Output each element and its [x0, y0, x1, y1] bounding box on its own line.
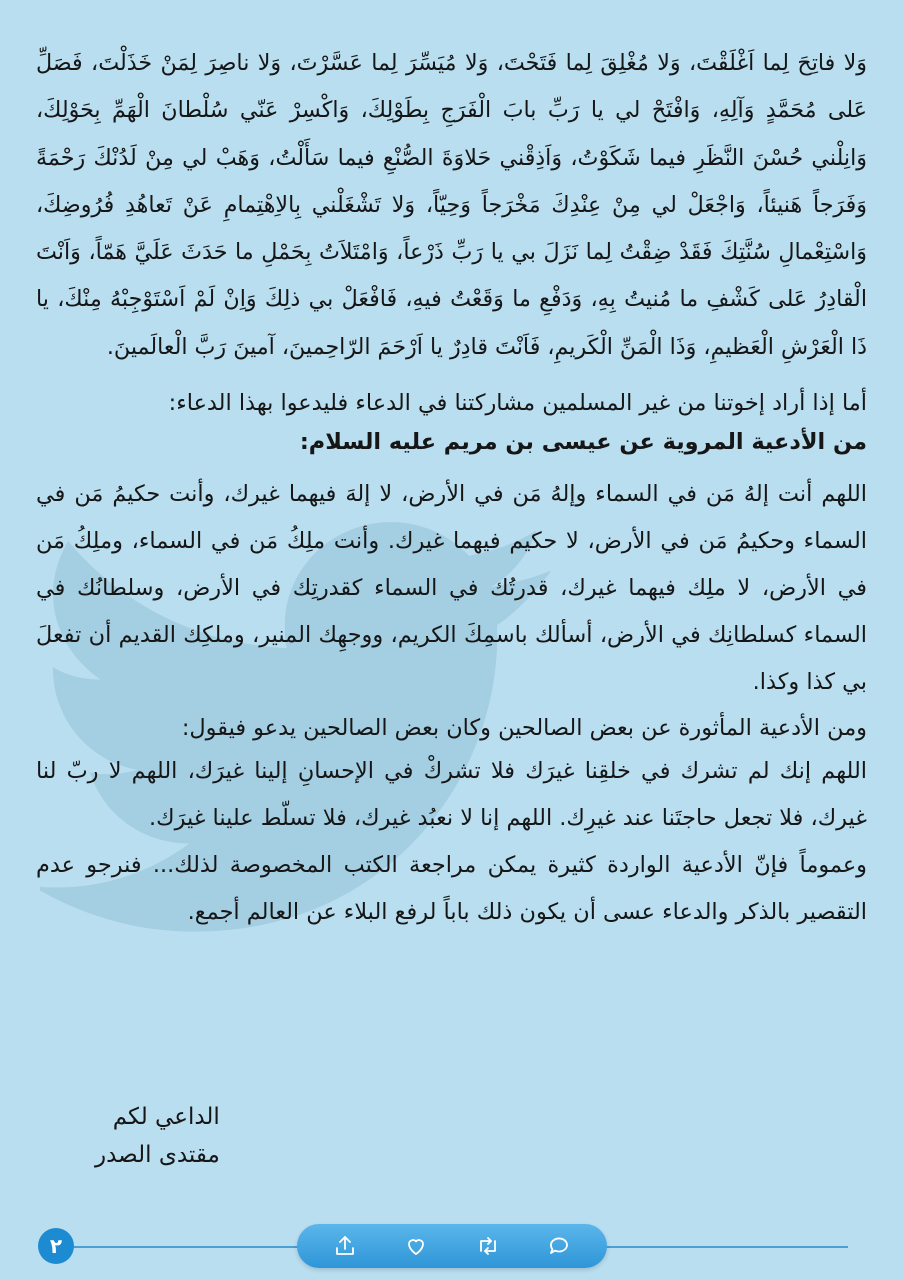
retweet-icon[interactable] [475, 1233, 501, 1259]
page-number-badge: ٢ [38, 1228, 74, 1264]
prayer-paragraph: وَلا فاتِحَ لِما اَغْلَقْتَ، وَلا مُغْلِقَ لِما فَتَحْتَ، وَلا مُيَسِّرَ لِما عَسَّرْتَ، وَلا ناصِرَ لِمَنْ خَذَلْتَ، فَصَلِّ عَلى مُحَمَّدٍ وَآلِهِ، وَافْتَحْ لي يا رَبِّ بابَ الْفَرَجِ بِطَوْلِكَ، وَاكْسِرْ عَنّي سُلْطانَ الْهَمِّ بِحَوْلِكَ، وَانِلْني حُسْنَ النَّظَرِ فيما شَكَوْتُ، وَاَذِقْني حَلاوَةَ الصُّنْعِ فيما سَأَلْتُ، وَهَبْ لي مِنْ لَدُنْكَ رَحْمَةً وَفَرَجاً هَنيئاً، وَاجْعَلْ لي مِنْ عِنْدِكَ مَخْرَجاً وَحِيّاً، وَلا تَشْغَلْني بِالاِهْتِمامِ عَنْ تَعاهُدِ فُرُوضِكَ، وَاسْتِعْمالِ سُنَّتِكَ فَقَدْ ضِقْتُ لِما نَزَلَ بي يا رَبِّ ذَرْعاً، وَامْتَلاَتُ بِحَمْلِ ما حَدَثَ عَلَيَّ هَمّاً، وَاَنْتَ الْقادِرُ عَلى كَشْفِ ما مُنيتُ بِهِ، وَدَفْعِ ما وَقَعْتُ فيهِ، فَافْعَلْ بي ذلِكَ وَاِنْ لَمْ اَسْتَوْجِبْهُ مِنْكَ، يا ذَا الْعَرْشِ الْعَظيمِ، وَذَا الْمَنِّ الْكَريمِ، فَاَنْتَ قادِرٌ يا اَرْحَمَ الرّاحِمينَ، آمينَ رَبَّ الْعالَمينَ. [36, 50, 867, 360]
jesus-prayer-paragraph: اللهم أنت إلهُ مَن في السماء وإلهُ مَن في الأرض، لا إلهَ فيهما غيرك، وأنت حكيمُ مَن في السماء وحكيمُ مَن في الأرض، لا حكيم فيهما غيرك. وأنت ملِكُ مَن في السماء، وملِكُ مَن في الأرض، لا ملِك فيهما غيرك، قدرتُك في السماء كقدرتِك في الأرض، وسلطانُك في السماء كسلطانِك في الأرض، أسألك باسمِكَ الكريم، ووجهِك المنير، وملكِك القديم أن تفعلَ بي كذا وكذا. [36, 481, 867, 696]
share-icon[interactable] [332, 1233, 358, 1259]
comment-icon[interactable] [546, 1233, 572, 1259]
section-heading: من الأدعية المروية عن عيسى بن مريم عليه السلام: [299, 429, 867, 456]
signature-block [95, 1098, 220, 1174]
signature-line-1: الداعي لكم [112, 1104, 220, 1130]
intro-paragraph: أما إذا أراد إخوتنا من غير المسلمين مشاركتنا في الدعاء فليدعوا بهذا الدعاء: [168, 390, 867, 417]
signature-name: مقتدى الصدر [95, 1142, 220, 1168]
document-body [36, 40, 867, 936]
tweet-action-bar [297, 1224, 607, 1268]
righteous-prayer-paragraph: اللهم إنك لم تشرك في خلقِنا غيرَك فلا تشركْ في الإحسانِ إلينا غيرَك، اللهم لا ربّ لنا غيرك، فلا تجعل حاجتَنا عند غيرِك. اللهم إنا لا نعبُد غيرك، فلا تسلّط علينا غيرَك. [36, 758, 867, 832]
righteous-intro-paragraph: ومن الأدعية المأثورة عن بعض الصالحين وكان بعض الصالحين يدعو فيقول: [181, 715, 867, 742]
closing-paragraph: وعموماً فإنّ الأدعية الواردة كثيرة يمكن مراجعة الكتب المخصوصة لذلك... فنرجو عدم التقصير بالذكر والدعاء عسى أن يكون ذلك باباً لرفع البلاء عن العالم أجمع. [36, 852, 867, 926]
heart-icon[interactable] [403, 1233, 429, 1259]
